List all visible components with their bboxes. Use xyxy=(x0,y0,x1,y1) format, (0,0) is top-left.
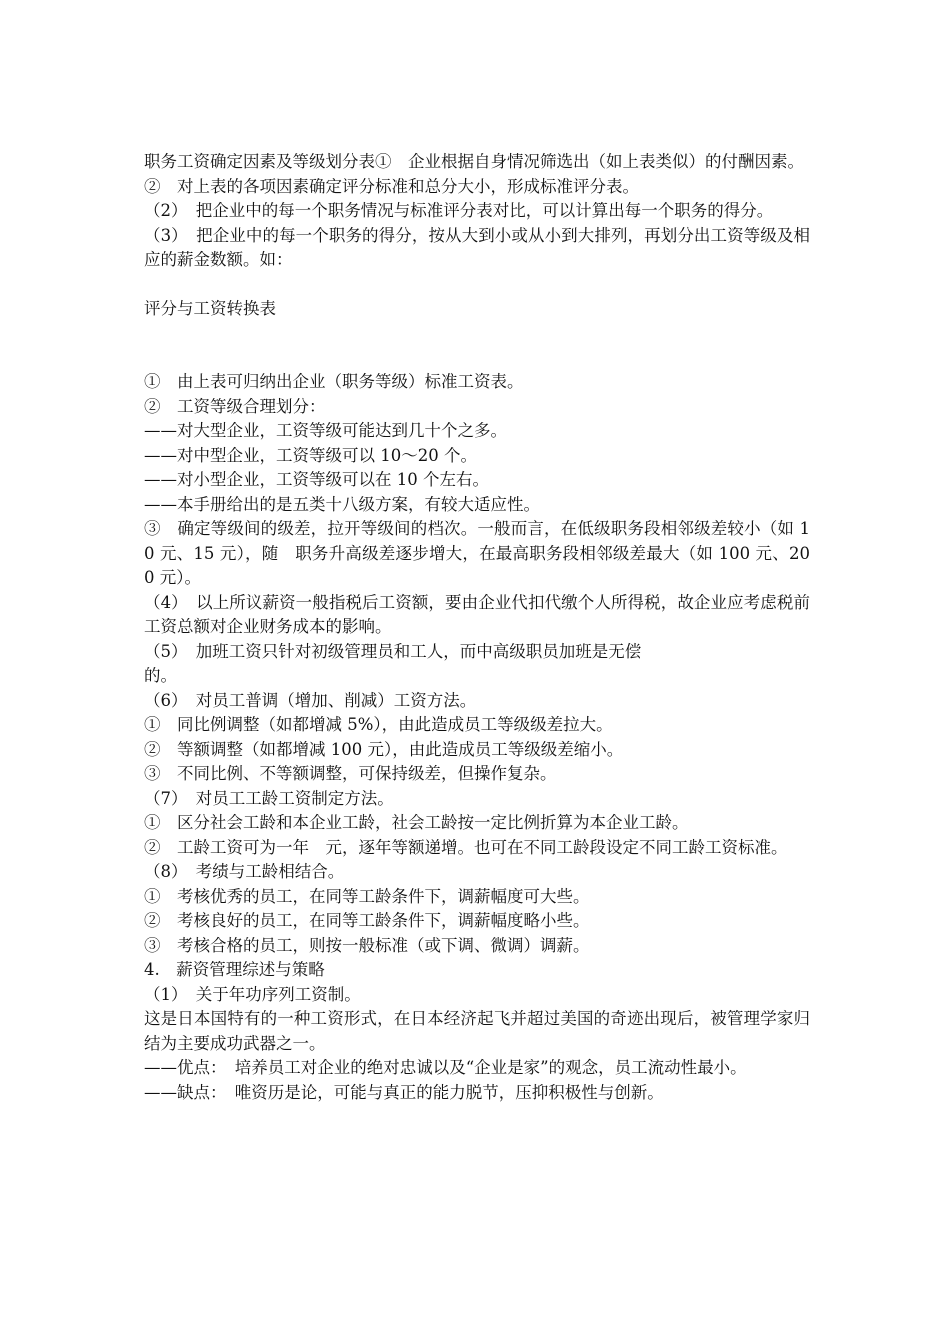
list-item-good: ② 考核良好的员工，在同等工龄条件下，调薪幅度略小些。 xyxy=(144,911,590,930)
list-item-proportional: ① 同比例调整（如都增减 5%），由此造成员工等级级差拉大。 xyxy=(144,715,613,734)
paragraph-step-6-adjustment: （6） 对员工普调（增加、削减）工资方法。 xyxy=(144,690,477,710)
paragraph-step-2: （2） 把企业中的每一个职务情况与标准评分表对比，可以计算出每一个职务的得分。 xyxy=(144,201,774,220)
list-item-small-enterprise: ——对小型企业，工资等级可以在 10 个左右。 xyxy=(144,470,489,489)
paragraph-step-5-overtime: （5） 加班工资只针对初级管理员和工人，而中高级职员加班是无偿 xyxy=(144,641,642,661)
spacer xyxy=(144,321,810,370)
list-item-advantages: ——优点： 培养员工对企业的绝对忠诚以及“企业是家”的观念，员工流动性最小。 xyxy=(144,1058,747,1077)
list-item-seniority-conversion: ① 区分社会工龄和本企业工龄，社会工龄按一定比例折算为本企业工龄。 xyxy=(144,813,689,832)
paragraph-step-7-seniority: （7） 对员工工龄工资制定方法。 xyxy=(144,788,394,808)
table-caption: 评分与工资转换表 xyxy=(144,298,276,318)
list-item-medium-enterprise: ——对中型企业，工资等级可以 10～20 个。 xyxy=(144,445,477,465)
paragraph-japan-wage-form: 这是日本国特有的一种工资形式，在日本经济起飞并超过美国的奇迹出现后，被管理学家归结为主要成功武器之一。 xyxy=(144,1009,810,1053)
list-item-excellent: ① 考核优秀的员工，在同等工龄条件下，调薪幅度可大些。 xyxy=(144,886,590,906)
paragraph-step-5-overtime-cont: 的。 xyxy=(144,666,177,685)
paragraph-step-8-performance: （8） 考绩与工龄相结合。 xyxy=(144,862,345,881)
paragraph-step-4-tax: （4） 以上所议薪资一般指税后工资额，要由企业代扣代缴个人所得税，故企业应考虑税前工资总额对企业财务成本的影响。 xyxy=(144,592,810,636)
paragraph-pay-factors-table: 职务工资确定因素及等级划分表① 企业根据自身情况筛选出（如上表类似）的付酬因素。 xyxy=(144,152,804,171)
section-heading-4: 4. 薪资管理综述与策略 xyxy=(144,960,325,979)
paragraph-grade-division: ② 工资等级合理划分： xyxy=(144,396,326,416)
document-body xyxy=(144,150,810,1105)
spacer xyxy=(144,273,810,297)
list-item-equal-amount: ② 等额调整（如都增减 100 元），由此造成员工等级级差缩小。 xyxy=(144,739,624,759)
list-item-handbook-scheme: ——本手册给出的是五类十八级方案，有较大适应性。 xyxy=(144,494,540,514)
paragraph-standard-wage-table: ① 由上表可归纳出企业（职务等级）标准工资表。 xyxy=(144,372,524,391)
list-item-disadvantages: ——缺点： 唯资历是论，可能与真正的能力脱节，压抑积极性与创新。 xyxy=(144,1082,664,1102)
list-item-mixed: ③ 不同比例、不等额调整，可保持级差，但操作复杂。 xyxy=(144,764,557,783)
paragraph-seniority-system: （1） 关于年功序列工资制。 xyxy=(144,984,361,1004)
list-item-seniority-pay: ② 工龄工资可为一年 元，逐年等额递增。也可在不同工龄段设定不同工龄工资标准。 xyxy=(144,837,788,857)
paragraph-step-3: （3） 把企业中的每一个职务的得分，按从大到小或从小到大排列，再划分出工资等级及相应的薪金数额。如： xyxy=(144,225,810,269)
list-item-large-enterprise: ——对大型企业，工资等级可能达到几十个之多。 xyxy=(144,421,507,440)
paragraph-grade-differential: ③ 确定等级间的级差，拉开等级间的档次。一般而言，在低级职务段相邻级差较小（如 10 元、15 元），随 职务升高级差逐步增大，在最高职务段相邻级差最大（如 100 元、200 元）。 xyxy=(144,519,810,587)
list-item-qualified: ③ 考核合格的员工，则按一般标准（或下调、微调）调薪。 xyxy=(144,935,590,955)
paragraph-scoring-standard: ② 对上表的各项因素确定评分标准和总分大小，形成标准评分表。 xyxy=(144,176,639,196)
